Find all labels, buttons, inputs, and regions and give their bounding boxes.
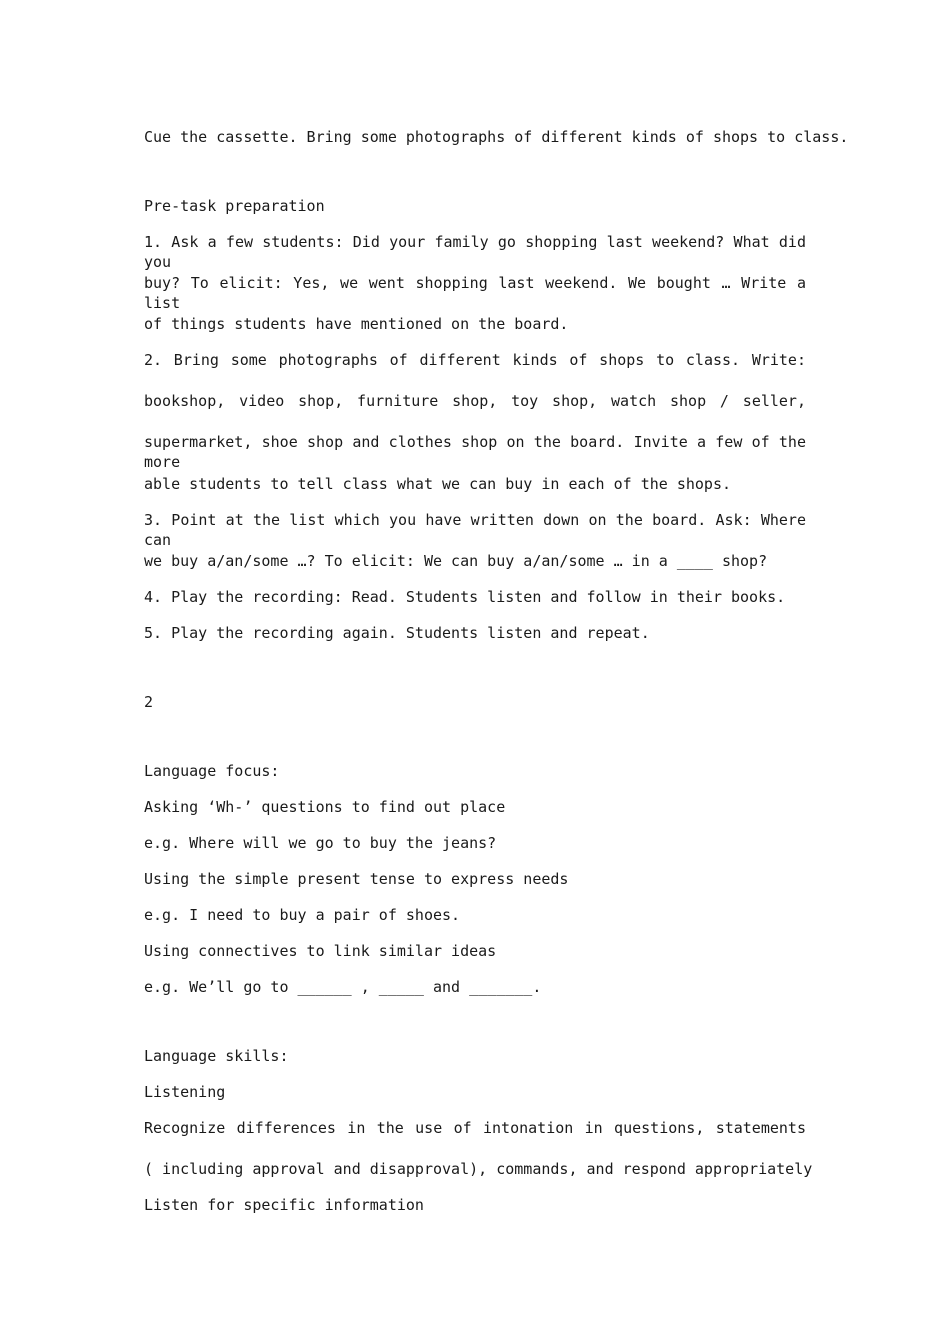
item3-line1: 3. Point at the list which you have written down on the board. Ask: Where can	[144, 511, 806, 549]
language-focus-line: Asking ‘Wh-’ questions to find out place	[144, 798, 506, 816]
intro-line: Cue the cassette. Bring some photographs of different kinds of shops to class.	[144, 128, 849, 146]
language-skills-line: Listen for specific information	[144, 1196, 424, 1214]
language-focus-heading: Language focus:	[144, 762, 280, 780]
page-number: 2	[144, 693, 154, 711]
item3-line2: we buy a/an/some …? To elicit: We can buy a/an/some … in a ____ shop?	[144, 552, 768, 570]
language-skills-line: ( including approval and disapproval), commands, and respond appropriately	[144, 1160, 813, 1178]
language-skills-heading: Language skills:	[144, 1047, 289, 1065]
item1-line2: buy? To elicit: Yes, we went shopping last weekend. We bought … Write a list	[144, 274, 806, 312]
language-skills-line: Recognize differences in the use of intonation in questions, statements	[144, 1119, 806, 1137]
pretask-heading: Pre-task preparation	[144, 197, 325, 215]
language-focus-line: Using the simple present tense to express needs	[144, 870, 569, 888]
item1-line1: 1. Ask a few students: Did your family go shopping last weekend? What did you	[144, 233, 806, 271]
item2-line4: able students to tell class what we can buy in each of the shops.	[144, 475, 731, 493]
item2-line1: 2. Bring some photographs of different kinds of shops to class. Write:	[144, 351, 806, 369]
item4-line: 4. Play the recording: Read. Students listen and follow in their books.	[144, 588, 786, 606]
language-focus-line: e.g. We’ll go to ______ , _____ and _______.	[144, 978, 542, 996]
listening-subheading: Listening	[144, 1083, 226, 1101]
item5-line: 5. Play the recording again. Students listen and repeat.	[144, 624, 650, 642]
language-focus-line: e.g. I need to buy a pair of shoes.	[144, 906, 461, 924]
language-focus-line: Using connectives to link similar ideas	[144, 942, 497, 960]
item2-line3: supermarket, shoe shop and clothes shop on the board. Invite a few of the more	[144, 433, 806, 471]
item2-line2: bookshop, video shop, furniture shop, toy shop, watch shop / seller,	[144, 392, 806, 410]
item1-line3: of things students have mentioned on the board.	[144, 315, 569, 333]
language-focus-line: e.g. Where will we go to buy the jeans?	[144, 834, 497, 852]
